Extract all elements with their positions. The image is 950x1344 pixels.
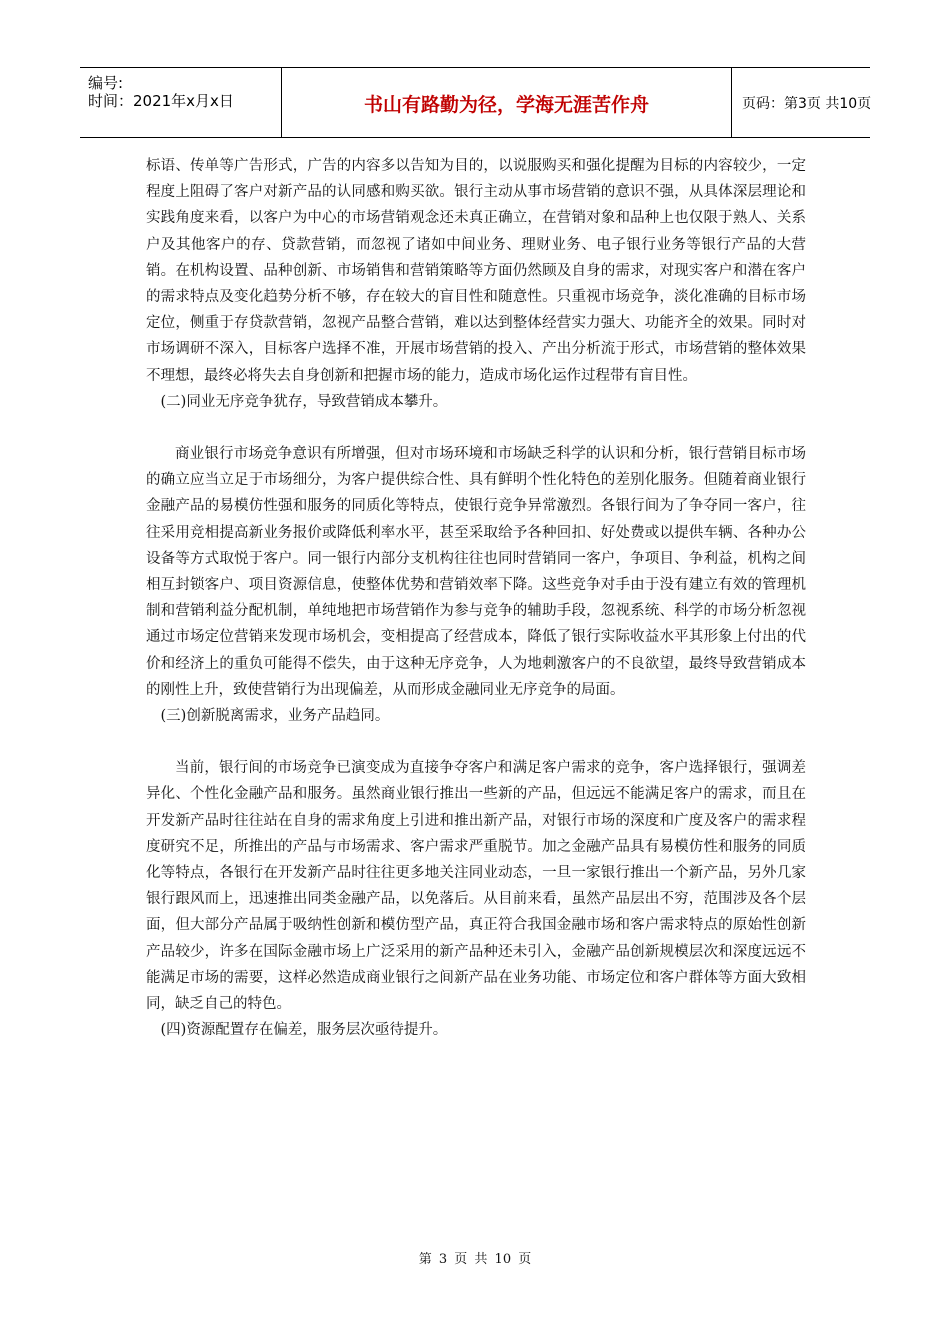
section-heading: (四)资源配置存在偏差，服务层次亟待提升。 <box>160 1022 448 1039</box>
body-paragraph: 标语、传单等广告形式，广告的内容多以告知为目的，以说服购买和强化提醒为目标的内容较少，一定程度上阻碍了客户对新产品的认同感和购买欲。银行主动从事市场营销的意识不强，从具体深层理论和实践角度来看，以客户为中心的市场营销观念还未真正确立，在营销对象和品种上也仅限于熟人、关系户及其他客户的存、贷款营销，而忽视了诸如中间业务、理财业务、电子银行业务等银行产品的大营销。在机构设置、品种创新、市场销售和营销策略等方面仍然顾及自身的需求，对现实客户和潜在客户的需求特点及变化趋势分析不够，存在较大的盲目性和随意性。只重视市场竞争，淡化准确的目标市场定位，侧重于存贷款营销，忽视产品整合营销，难以达到整体经营实力强大、功能齐全的效果。同时对市场调研不深入，目标客户选择不准，开展市场营销的投入、产出分析流于形式，市场营销的整体效果不理想，最终必将失去自身创新和把握市场的能力，造成市场化运作过程带有盲目性。 <box>146 158 806 384</box>
body-paragraph: 商业银行市场竞争意识有所增强，但对市场环境和市场缺乏科学的认识和分析，银行营销目标市场的确立应当立足于市场细分，为客户提供综合性、具有鲜明个性化特色的差别化服务。但随着商业银行金融产品的易模仿性强和服务的同质化等特点，使银行竞争异常激烈。各银行间为了争夺同一客户，往往采用竞相提高新业务报价或降低利率水平，甚至采取给予各种回扣、好处费或以提供车辆、各种办公设备等方式取悦于客户。同一银行内部分支机构往往也同时营销同一客户，争项目、争利益，机构之间相互封锁客户、项目资源信息，使整体优势和营销效率下降。这些竞争对手由于没有建立有效的管理机制和营销利益分配机制，单纯地把市场营销作为参与竞争的辅助手段，忽视系统、科学的市场分析忽视通过市场定位营销来发现市场机会，变相提高了经营成本，降低了银行实际收益水平其形象上付出的代价和经济上的重负可能得不偿失，由于这种无序竞争，人为地刺激客户的不良欲望，最终导致营销成本的刚性上升，致使营销行为出现偏差，从而形成金融同业无序竞争的局面。 <box>146 446 806 698</box>
header-motto-cell <box>282 68 732 137</box>
document-time-label: 时间：2021年x月x日 <box>88 92 234 110</box>
body-paragraph: 当前，银行间的市场竞争已演变成为直接争夺客户和满足客户需求的竞争，客户选择银行，强调差异化、个性化金融产品和服务。虽然商业银行推出一些新的产品，但远远不能满足客户的需求，而且在开发新产品时往往站在自身的需求角度上引进和推出新产品，对银行市场的深度和广度及客户的需求程度研究不足，所推出的产品与市场需求、客户需求严重脱节。加之金融产品具有易模仿性和服务的同质化等特点，各银行在开发新产品时往往更多地关注同业动态，一旦一家银行推出一个新产品，另外几家银行跟风而上，迅速推出同类金融产品，以免落后。从目前来看，虽然产品层出不穷，范围涉及各个层面，但大部分产品属于吸纳性创新和模仿型产品，真正符合我国金融市场和客户需求特点的原始性创新产品较少，许多在国际金融市场上广泛采用的新产品种还未引入，金融产品创新规模层次和深度远远不能满足市场的需要，这样必然造成商业银行之间新产品在业务功能、市场定位和客户群体等方面大致相同，缺乏自己的特色。 <box>146 760 806 1013</box>
page-footer: 第 3 页 共 10 页 <box>418 1252 532 1267</box>
header-motto: 书山有路勤为径，学海无涯苦作舟 <box>363 94 649 116</box>
document-number-label: 编号: <box>88 74 124 92</box>
page-header <box>80 67 870 138</box>
section-heading: (三)创新脱离需求，业务产品趋同。 <box>160 708 390 725</box>
header-info-cell <box>80 68 282 137</box>
section-heading: (二)同业无序竞争犹存，导致营销成本攀升。 <box>160 393 448 410</box>
header-page-cell <box>732 68 870 137</box>
header-page-info: 页码：第3页 共10页 <box>742 96 872 112</box>
document-body <box>146 153 806 1044</box>
